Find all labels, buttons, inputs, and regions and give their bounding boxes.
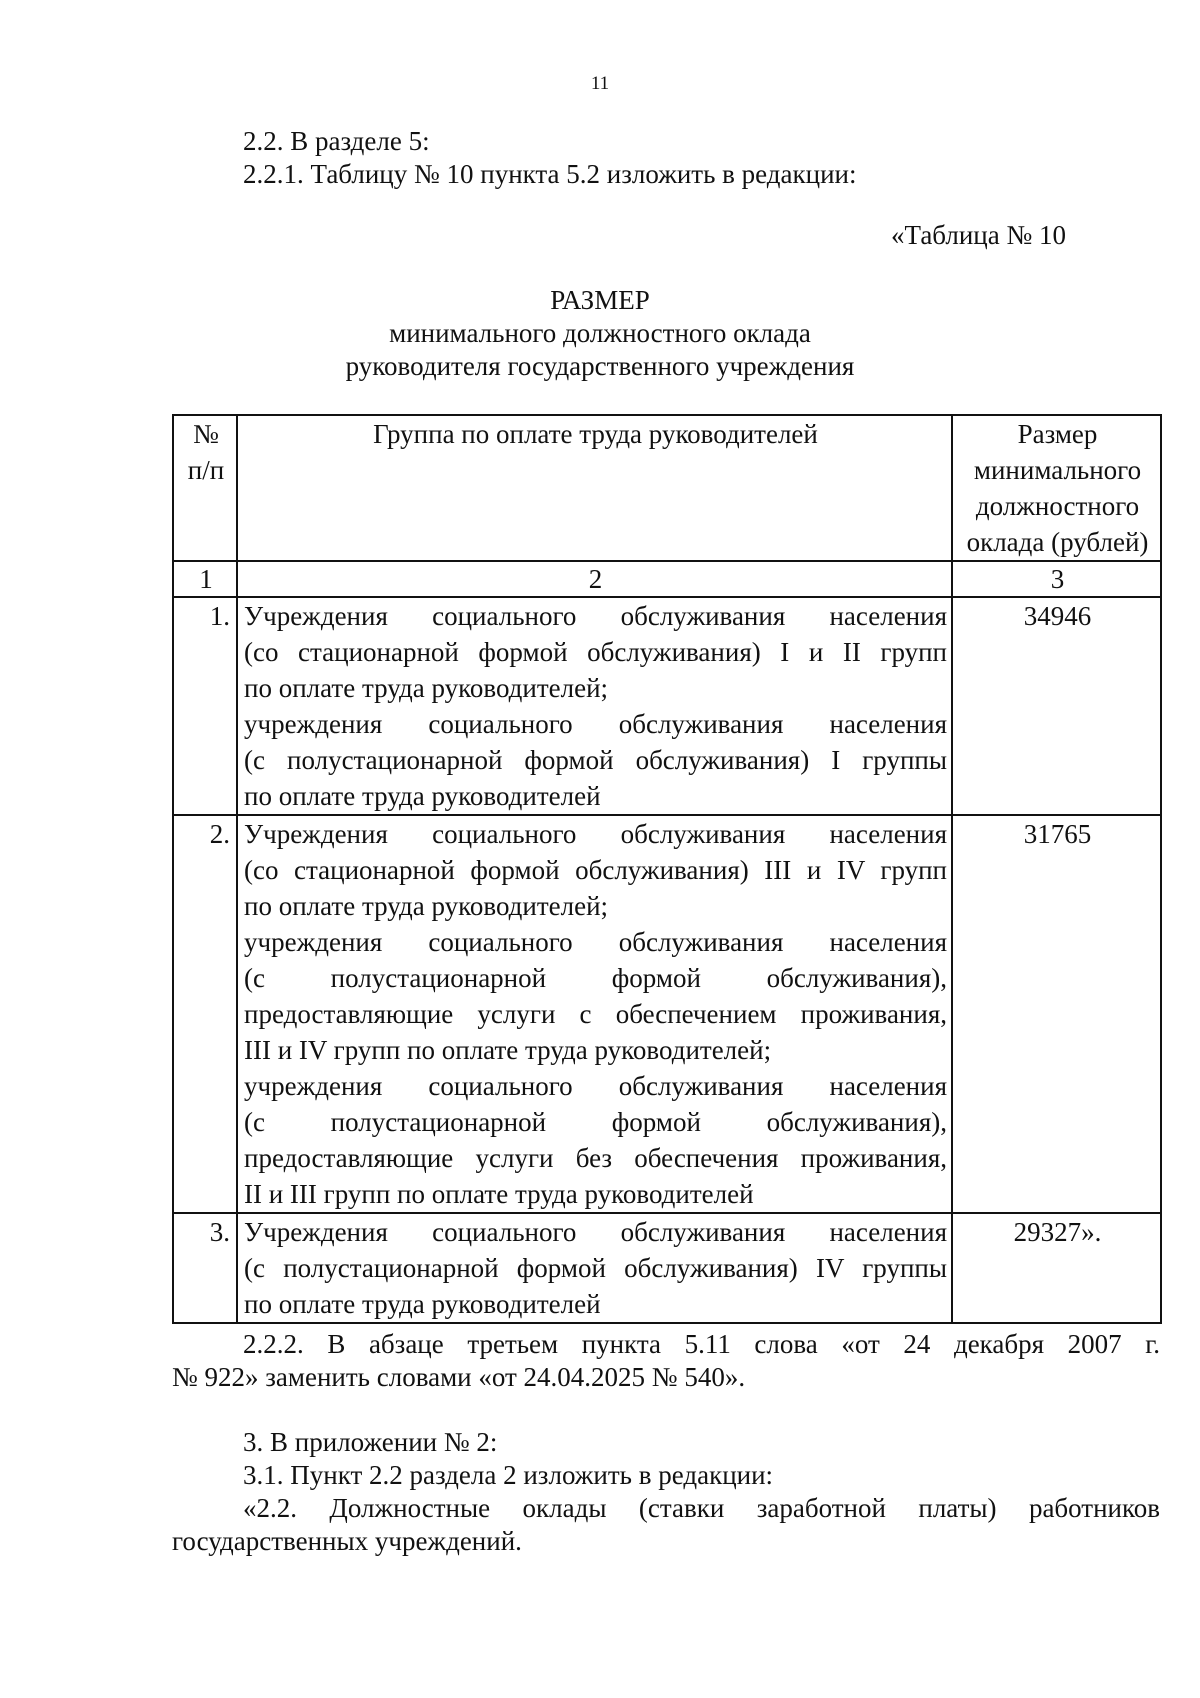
row-group-description xyxy=(237,815,952,1213)
section-3-line-3: «2.2. Должностные оклады (ставки заработной платы) работников xyxy=(243,1493,1160,1523)
header-col-number-line: № xyxy=(193,419,219,449)
table-label: «Таблица № 10 xyxy=(891,220,1066,250)
column-number-row xyxy=(173,561,1161,597)
column-number: 2 xyxy=(237,561,952,597)
row-number: 1. xyxy=(173,597,237,815)
description-line: II и III групп по оплате труда руководителей xyxy=(244,1179,754,1209)
row-group-description xyxy=(237,1213,952,1323)
row-number: 3. xyxy=(173,1213,237,1323)
description-line: (со стационарной формой обслуживания) III и IV групп xyxy=(244,855,947,885)
heading-title: РАЗМЕР xyxy=(550,285,650,315)
description-line: предоставляющие услуги с обеспечением проживания, xyxy=(244,999,947,1029)
header-col-salary-line: должностного xyxy=(975,491,1140,521)
header-col-number-line: п/п xyxy=(187,455,225,485)
description-line: (со стационарной формой обслуживания) I и II групп xyxy=(244,637,947,667)
header-col-group: Группа по оплате труда руководителей xyxy=(237,415,952,561)
description-line: учреждения социального обслуживания населения xyxy=(244,1071,947,1101)
row-group-description xyxy=(237,597,952,815)
row-salary-value: 29327». xyxy=(952,1213,1161,1323)
section-3-line-4: государственных учреждений. xyxy=(172,1526,522,1556)
description-line: учреждения социального обслуживания населения xyxy=(244,927,947,957)
header-col-salary xyxy=(952,415,1161,561)
page-number: 11 xyxy=(590,73,610,94)
description-line: по оплате труда руководителей xyxy=(244,1289,601,1319)
description-line: III и IV групп по оплате труда руководителей; xyxy=(244,1035,772,1065)
row-salary-value: 34946 xyxy=(952,597,1161,815)
column-number: 3 xyxy=(952,561,1161,597)
description-line: (с полустационарной формой обслуживания) IV группы xyxy=(244,1253,947,1283)
description-line: по оплате труда руководителей xyxy=(244,781,601,811)
row-salary-value: 31765 xyxy=(952,815,1161,1213)
heading-subtitle-1: минимального должностного оклада xyxy=(389,318,811,348)
description-line: Учреждения социального обслуживания населения xyxy=(244,819,947,849)
description-line: Учреждения социального обслуживания населения xyxy=(244,1217,947,1247)
row-number: 2. xyxy=(173,815,237,1213)
para-2-2-2-line-2: № 922» заменить словами «от 24.04.2025 № 540». xyxy=(172,1362,746,1392)
description-line: по оплате труда руководителей; xyxy=(244,891,609,921)
section-3-line-2: 3.1. Пункт 2.2 раздела 2 изложить в редакции: xyxy=(243,1460,774,1490)
header-col-salary-line: минимального xyxy=(973,455,1142,485)
description-line: предоставляющие услуги без обеспечения проживания, xyxy=(244,1143,947,1173)
section-3-line-1: 3. В приложении № 2: xyxy=(243,1427,498,1457)
description-line: по оплате труда руководителей; xyxy=(244,673,609,703)
table-row xyxy=(173,597,1161,815)
table-header-row xyxy=(173,415,1161,561)
description-line: Учреждения социального обслуживания населения xyxy=(244,601,947,631)
para-2-2-2-line-1: 2.2.2. В абзаце третьем пункта 5.11 слова «от 24 декабря 2007 г. xyxy=(243,1329,1160,1359)
table-row xyxy=(173,815,1161,1213)
description-line: (с полустационарной формой обслуживания), xyxy=(244,1107,947,1137)
intro-line-2: 2.2.1. Таблицу № 10 пункта 5.2 изложить в редакции: xyxy=(243,159,857,189)
header-col-salary-line: Размер xyxy=(1017,419,1098,449)
table-row xyxy=(173,1213,1161,1323)
header-col-number xyxy=(173,415,237,561)
intro-line-1: 2.2. В разделе 5: xyxy=(243,126,430,156)
description-line: (с полустационарной формой обслуживания) I группы xyxy=(244,745,947,775)
salary-table xyxy=(172,414,1162,1324)
heading-subtitle-2: руководителя государственного учреждения xyxy=(345,351,855,381)
header-col-salary-line: оклада (рублей) xyxy=(966,527,1149,557)
column-number: 1 xyxy=(173,561,237,597)
description-line: учреждения социального обслуживания населения xyxy=(244,709,947,739)
description-line: (с полустационарной формой обслуживания), xyxy=(244,963,947,993)
